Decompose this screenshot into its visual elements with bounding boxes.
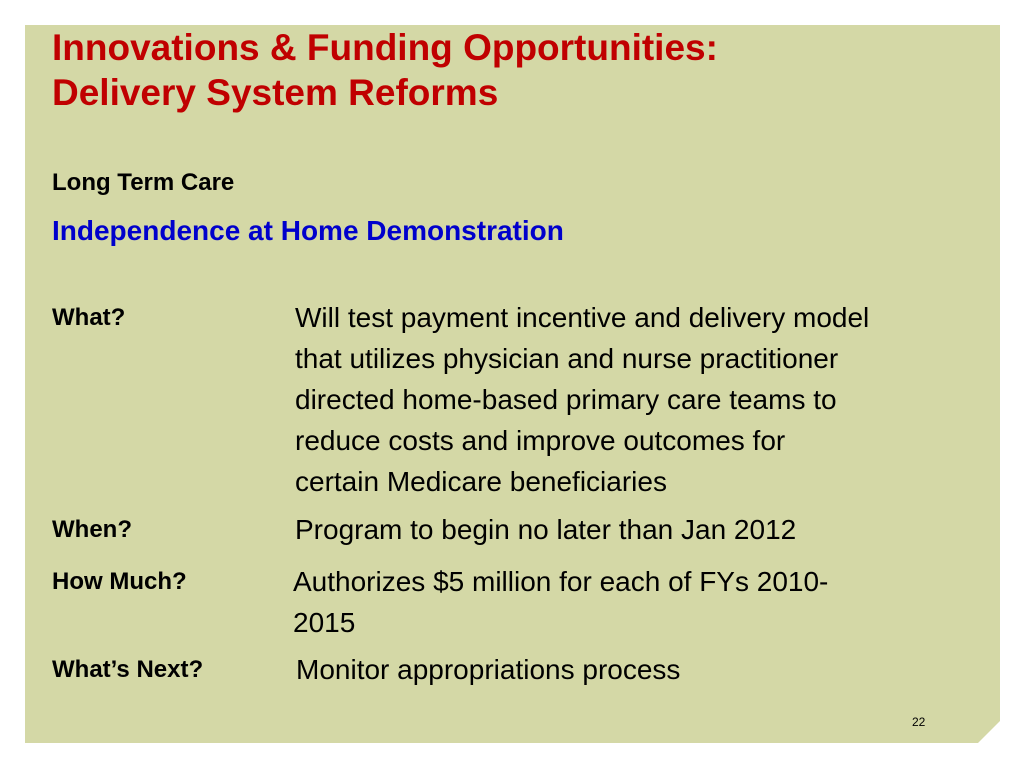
- whats-next-value-line: Monitor appropriations process: [296, 654, 681, 685]
- program-heading: Independence at Home Demonstration: [52, 215, 564, 246]
- when-value: [295, 509, 1000, 550]
- how-much-value-line: Authorizes $5 million for each of FYs 2010-: [293, 566, 829, 597]
- when-label: When?: [52, 516, 132, 543]
- whats-next-label: What’s Next?: [52, 656, 204, 683]
- category-heading: Long Term Care: [52, 169, 235, 196]
- whats-next-value: [296, 649, 1000, 690]
- what-value: [295, 297, 1000, 502]
- how-much-value: [293, 561, 1000, 643]
- slide-title: [52, 25, 718, 115]
- what-value-line: Will test payment incentive and delivery model: [295, 302, 870, 333]
- page-number: 22: [912, 715, 926, 729]
- what-value-line: that utilizes physician and nurse practitioner: [295, 343, 839, 374]
- how-much-label: How Much?: [52, 568, 187, 595]
- page-curl-corner: [978, 721, 1000, 743]
- slide: [25, 25, 1000, 743]
- what-label: What?: [52, 304, 126, 331]
- slide-title-line-2: Delivery System Reforms: [52, 72, 499, 113]
- what-value-line: directed home-based primary care teams to: [295, 384, 837, 415]
- slide-title-line-1: Innovations & Funding Opportunities:: [52, 27, 718, 68]
- what-value-line: certain Medicare beneficiaries: [295, 466, 667, 497]
- when-value-line: Program to begin no later than Jan 2012: [295, 514, 797, 545]
- how-much-value-line: 2015: [293, 607, 356, 638]
- what-value-line: reduce costs and improve outcomes for: [295, 425, 786, 456]
